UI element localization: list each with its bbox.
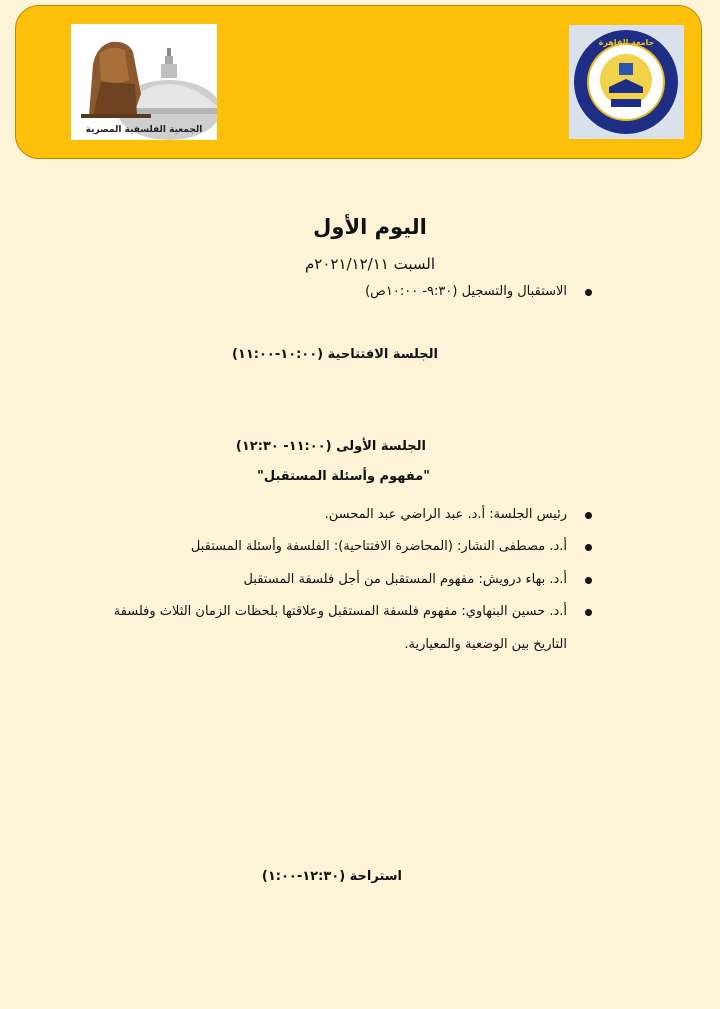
session-item: رئيس الجلسة: أ.د. عبد الراضي عبد المحسن. [324,507,567,522]
session-item: أ.د. مصطفى النشار: (المحاضرة الافتتاحية): الفلسفة وأسئلة المستقبل [190,539,567,554]
header-banner [15,5,702,159]
session-item: أ.د. بهاء درويش: مفهوم المستقبل من أجل فلسفة المستقبل [243,572,567,587]
sphinx-dome-image [71,24,217,140]
bullet-icon [585,289,592,296]
session-item-continuation: التاريخ بين الوضعية والمعيارية. [404,637,567,652]
day-title: اليوم الأول [313,215,427,239]
first-session-theme: "مفهوم وأسئلة المستقبل" [257,469,430,484]
left-logo-caption: الجمعية الفلسفية المصرية [85,125,203,135]
opening-session: الجلسة الافتتاحية (١٠:٠٠-١١:٠٠) [231,347,438,362]
cairo-university-seal [569,25,684,139]
day-date: السبت ٢٠٢١/١٢/١١م [304,255,435,273]
session-item: أ.د. حسين البنهاوي: مفهوم فلسفة المستقبل وعلاقتها بلحظات الزمان الثلاث وفلسفة [113,604,567,619]
bullet-icon [585,577,592,584]
bullet-icon [585,512,592,519]
break-line: استراحة (١٢:٣٠-١:٠٠) [261,869,402,884]
philosophical-society-logo [71,24,217,140]
registration-line: الاستقبال والتسجيل (٩:٣٠- ١٠:٠٠ص) [365,284,567,299]
bullet-icon [585,544,592,551]
bullet-icon [585,609,592,616]
seal-text: جامعة القاهرة [598,38,655,47]
first-session-title: الجلسة الأولى (١١:٠٠- ١٢:٣٠) [235,439,426,454]
